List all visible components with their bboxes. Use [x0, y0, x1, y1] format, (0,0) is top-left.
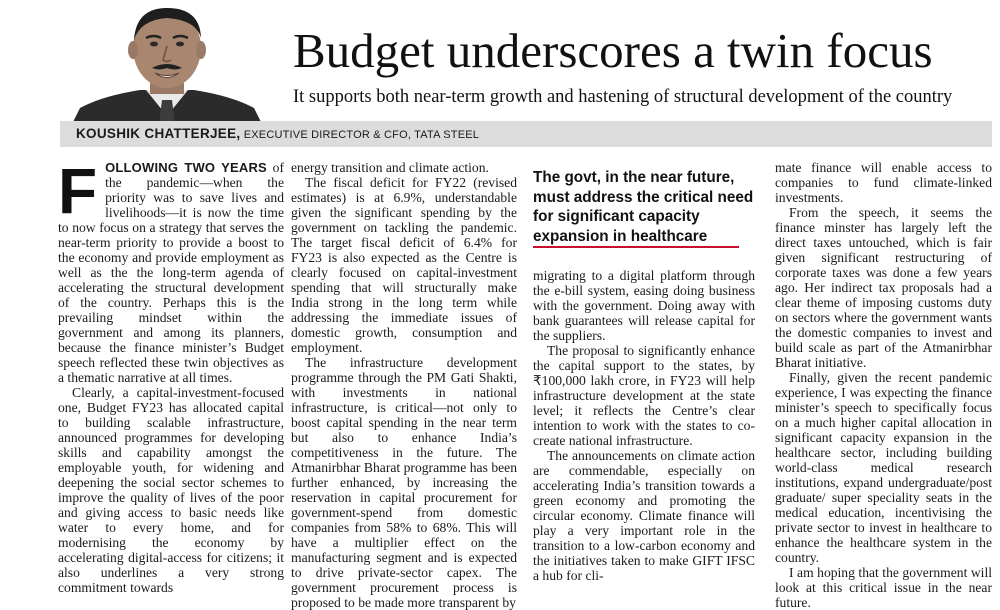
article-headline: Budget underscores a twin focus	[293, 23, 933, 78]
lead-in: OLLOWING TWO YEARS	[105, 160, 267, 175]
body-paragraph: I am hoping that the government will look at this critical issue in the near future.	[775, 565, 992, 610]
author-role: EXECUTIVE DIRECTOR & CFO, TATA STEEL	[240, 129, 480, 141]
body-paragraph: The infrastructure development programme through the PM Gati Shakti, with investments in national infrastructure, is critical—not only to boost capital spending in the near term but also to enhance India’s competitiveness in the future. The Atmanirbhar Bharat programme has been further enhanced, by increasing the reservation in capital procurement for government-spend from domestic companies from 58% to 68%. This will have a multiplier effect on the manufacturing segment and is expected to drive private-sector capex. The government procurement process is proposed to be made more transparent by	[291, 355, 517, 610]
article-subheadline: It supports both near-term growth and hastening of structural development of the country	[293, 87, 953, 107]
author-name: KOUSHIK CHATTERJEE,	[76, 126, 241, 141]
article-column-1	[58, 155, 284, 595]
body-paragraph: Finally, given the recent pandemic experience, I was expecting the finance minister’s speech to specifically focus on a much higher capital allocation in significant capacity expansion in the healthcare sector, including building world-class medical research institutions, expand undergraduate/post graduate/ super speciality seats in the medical education, incentivising the private sector to invest in healthcare to enhance the healthcare system in the country.	[775, 370, 992, 565]
body-paragraph: From the speech, it seems the finance minster has largely left the direct taxes untouched, which is fair given significant restructuring of corporate taxes was done a few years ago. Her indirect tax proposals had a clear theme of imposing customs duty on sectors where the government wants the domestic companies to invest and build scale as part of the Atmanirbhar Bharat initiative.	[775, 205, 992, 370]
pull-quote: The govt, in the near future, must address the critical need for significant capacity expansion in healthcare	[533, 169, 754, 245]
drop-cap: F	[58, 155, 98, 227]
body-paragraph: mate finance will enable access to companies to fund climate-linked investments.	[775, 160, 992, 205]
article-column-3	[533, 268, 755, 583]
body-paragraph: The proposal to significantly enhance the capital support to the states, by ₹100,000 lakh crore, in FY23 will help infrastructure development at the state level; it reflects the Centre’s clear intention to work with the states to co-create national infrastructure.	[533, 343, 755, 448]
article-column-4	[775, 160, 992, 610]
body-paragraph: migrating to a digital platform through the e-bill system, easing doing business with the government. Doing away with bank guarantees will release capital for the suppliers.	[533, 268, 755, 343]
byline-bar	[60, 121, 992, 147]
pull-quote-rule	[533, 246, 739, 248]
author-portrait	[62, 4, 272, 124]
body-paragraph: The fiscal deficit for FY22 (revised estimates) is at 6.9%, understandable given the significant spending by the government on tackling the pandemic. The target fiscal deficit of 6.4% for FY23 is also expected as the Centre is clearly focused on capital-investment spending that will structurally make India strong in the long term while addressing the immediate issues of domestic growth, consumption and employment.	[291, 175, 517, 355]
paragraph-text: of the pandemic—when the priority was to save lives and livelihoods—it is now the time to now focus on a strategy that serves the near-term priority to provide a boost to the economy and provide employment as well as the the long-term agenda of accelerating the structural development of the country. Perhaps this is the prevailing mindset within the government and among its planners, because the finance minister’s Budget speech reflected these twin objectives as a thematic narrative at all times.	[58, 160, 284, 385]
author-portrait-illustration	[62, 4, 272, 124]
body-paragraph: Clearly, a capital-investment-focused one, Budget FY23 has allocated capital to building scalable infrastructure, announced programmes for developing skills and capability amongst the employable youth, for widening and deepening the social sector schemes to improve the quality of lives of the poor and giving access to basic needs like water to every home, and for modernising the economy by accelerating digital-access for citizens; it also underlines a very strong commitment towards	[58, 385, 284, 595]
body-paragraph: energy transition and climate action.	[291, 160, 489, 175]
body-paragraph	[58, 155, 284, 385]
body-paragraph: The announcements on climate action are commendable, especially on accelerating India’s transition towards a green economy and promoting the circular economy. Climate finance will play a very important role in the transition to a low-carbon economy and the initiatives taken to make GIFT IFSC a hub for cli-	[533, 448, 755, 583]
article-column-2	[291, 160, 517, 610]
